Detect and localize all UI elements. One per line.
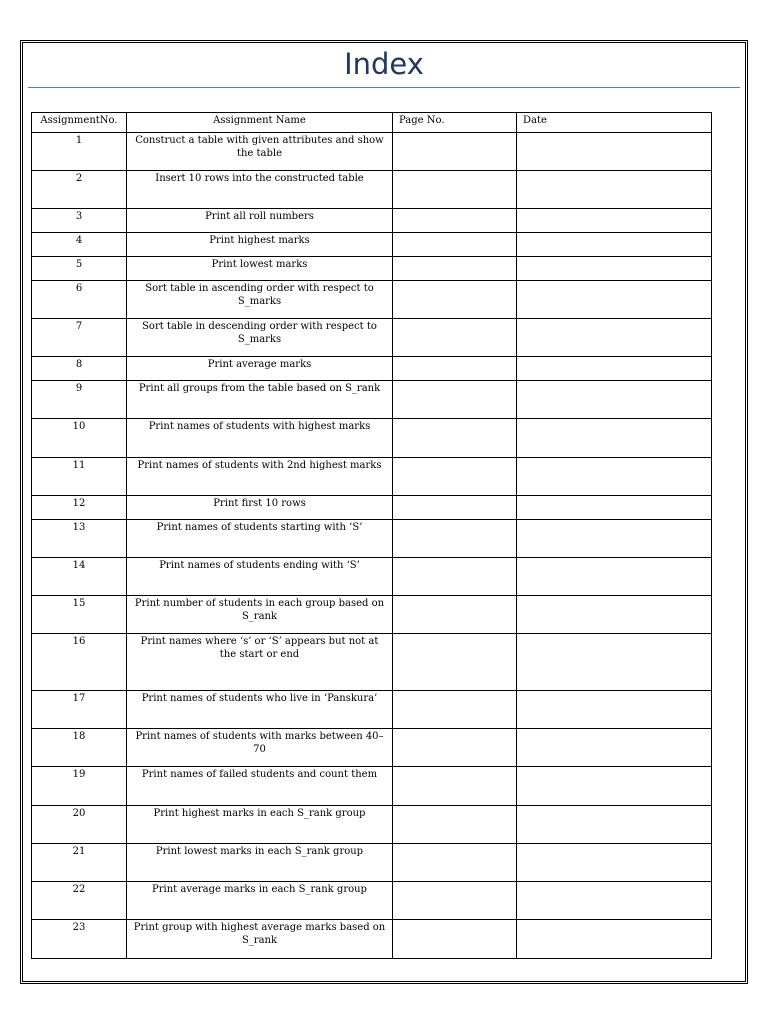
assignment-name-cell: Print names of students ending with ‘S’ — [127, 558, 393, 596]
assignment-name-cell: Print lowest marks in each S_rank group — [127, 844, 393, 882]
page-no-cell — [393, 419, 517, 458]
assignment-name-cell: Print group with highest average marks based on S_rank — [127, 920, 393, 959]
assignment-no-cell: 12 — [32, 496, 127, 520]
table-row — [32, 634, 712, 691]
date-cell — [517, 133, 712, 171]
date-cell — [517, 281, 712, 319]
assignment-no-cell: 4 — [32, 233, 127, 257]
date-cell — [517, 691, 712, 729]
date-cell — [517, 257, 712, 281]
assignment-name-cell: Sort table in ascending order with respect to S_marks — [127, 281, 393, 319]
assignment-name-cell: Print names of students with marks between 40–70 — [127, 729, 393, 767]
date-cell — [517, 844, 712, 882]
page-no-cell — [393, 596, 517, 634]
assignment-name-cell: Print average marks — [127, 357, 393, 381]
assignment-name-cell: Print names of students starting with ‘S’ — [127, 520, 393, 558]
date-cell — [517, 319, 712, 357]
table-row — [32, 844, 712, 882]
assignment-no-cell: 21 — [32, 844, 127, 882]
page-no-cell — [393, 844, 517, 882]
page-no-cell — [393, 634, 517, 691]
page-no-cell — [393, 209, 517, 233]
assignment-name-cell: Construct a table with given attributes and show the table — [127, 133, 393, 171]
date-cell — [517, 209, 712, 233]
assignment-name-cell: Print lowest marks — [127, 257, 393, 281]
table-row — [32, 920, 712, 959]
header-assignment-no: AssignmentNo. — [32, 113, 127, 133]
table-row — [32, 171, 712, 209]
assignment-no-cell: 15 — [32, 596, 127, 634]
assignment-name-cell: Print names where ‘s’ or ‘S’ appears but not at the start or end — [127, 634, 393, 691]
date-cell — [517, 596, 712, 634]
assignment-no-cell: 10 — [32, 419, 127, 458]
assignment-name-cell: Print average marks in each S_rank group — [127, 882, 393, 920]
assignment-name-cell: Print names of failed students and count them — [127, 767, 393, 806]
date-cell — [517, 357, 712, 381]
header-page-no: Page No. — [393, 113, 517, 133]
page-no-cell — [393, 357, 517, 381]
page-no-cell — [393, 806, 517, 844]
date-cell — [517, 806, 712, 844]
date-cell — [517, 520, 712, 558]
assignment-name-cell: Print all groups from the table based on S_rank — [127, 381, 393, 419]
date-cell — [517, 233, 712, 257]
assignment-name-cell: Insert 10 rows into the constructed table — [127, 171, 393, 209]
assignment-no-cell: 3 — [32, 209, 127, 233]
assignment-no-cell: 2 — [32, 171, 127, 209]
date-cell — [517, 419, 712, 458]
assignment-no-cell: 5 — [32, 257, 127, 281]
table-row — [32, 520, 712, 558]
table-row — [32, 596, 712, 634]
table-row — [32, 419, 712, 458]
page-no-cell — [393, 729, 517, 767]
assignment-no-cell: 23 — [32, 920, 127, 959]
assignment-name-cell: Print names of students who live in ‘Panskura’ — [127, 691, 393, 729]
header-assignment-name: Assignment Name — [127, 113, 393, 133]
assignment-name-cell: Print highest marks — [127, 233, 393, 257]
assignment-no-cell: 11 — [32, 458, 127, 496]
date-cell — [517, 729, 712, 767]
page-no-cell — [393, 691, 517, 729]
page-no-cell — [393, 558, 517, 596]
date-cell — [517, 558, 712, 596]
table-row — [32, 357, 712, 381]
table-row — [32, 233, 712, 257]
assignment-no-cell: 9 — [32, 381, 127, 419]
assignment-name-cell: Print highest marks in each S_rank group — [127, 806, 393, 844]
date-cell — [517, 767, 712, 806]
table-row — [32, 558, 712, 596]
assignment-name-cell: Print names of students with 2nd highest marks — [127, 458, 393, 496]
table-row — [32, 209, 712, 233]
assignment-no-cell: 19 — [32, 767, 127, 806]
assignment-name-cell: Print names of students with highest marks — [127, 419, 393, 458]
assignment-no-cell: 14 — [32, 558, 127, 596]
table-row — [32, 729, 712, 767]
assignment-no-cell: 17 — [32, 691, 127, 729]
table-row — [32, 133, 712, 171]
page-no-cell — [393, 767, 517, 806]
page-no-cell — [393, 257, 517, 281]
date-cell — [517, 634, 712, 691]
header-date: Date — [517, 113, 712, 133]
assignment-no-cell: 13 — [32, 520, 127, 558]
table-row — [32, 767, 712, 806]
table-row — [32, 381, 712, 419]
date-cell — [517, 458, 712, 496]
page-no-cell — [393, 281, 517, 319]
assignment-no-cell: 22 — [32, 882, 127, 920]
assignment-no-cell: 16 — [32, 634, 127, 691]
page-no-cell — [393, 171, 517, 209]
date-cell — [517, 920, 712, 959]
page-no-cell — [393, 520, 517, 558]
page-no-cell — [393, 381, 517, 419]
table-row — [32, 458, 712, 496]
date-cell — [517, 882, 712, 920]
page-no-cell — [393, 920, 517, 959]
page-no-cell — [393, 233, 517, 257]
assignment-no-cell: 1 — [32, 133, 127, 171]
page-title: Index — [344, 47, 424, 81]
assignment-no-cell: 18 — [32, 729, 127, 767]
table-row — [32, 257, 712, 281]
index-table — [31, 112, 712, 959]
assignment-no-cell: 20 — [32, 806, 127, 844]
page-no-cell — [393, 882, 517, 920]
table-row — [32, 882, 712, 920]
table-row — [32, 806, 712, 844]
date-cell — [517, 381, 712, 419]
assignment-name-cell: Print first 10 rows — [127, 496, 393, 520]
table-row — [32, 281, 712, 319]
page-no-cell — [393, 458, 517, 496]
table-row — [32, 691, 712, 729]
assignment-name-cell: Print all roll numbers — [127, 209, 393, 233]
assignment-no-cell: 7 — [32, 319, 127, 357]
title-underline — [28, 87, 740, 88]
page-no-cell — [393, 496, 517, 520]
page-no-cell — [393, 133, 517, 171]
assignment-no-cell: 8 — [32, 357, 127, 381]
assignment-no-cell: 6 — [32, 281, 127, 319]
table-row — [32, 496, 712, 520]
table-row — [32, 319, 712, 357]
assignment-name-cell: Print number of students in each group based on S_rank — [127, 596, 393, 634]
date-cell — [517, 171, 712, 209]
assignment-name-cell: Sort table in descending order with respect to S_marks — [127, 319, 393, 357]
header-row — [32, 113, 712, 133]
page-no-cell — [393, 319, 517, 357]
date-cell — [517, 496, 712, 520]
